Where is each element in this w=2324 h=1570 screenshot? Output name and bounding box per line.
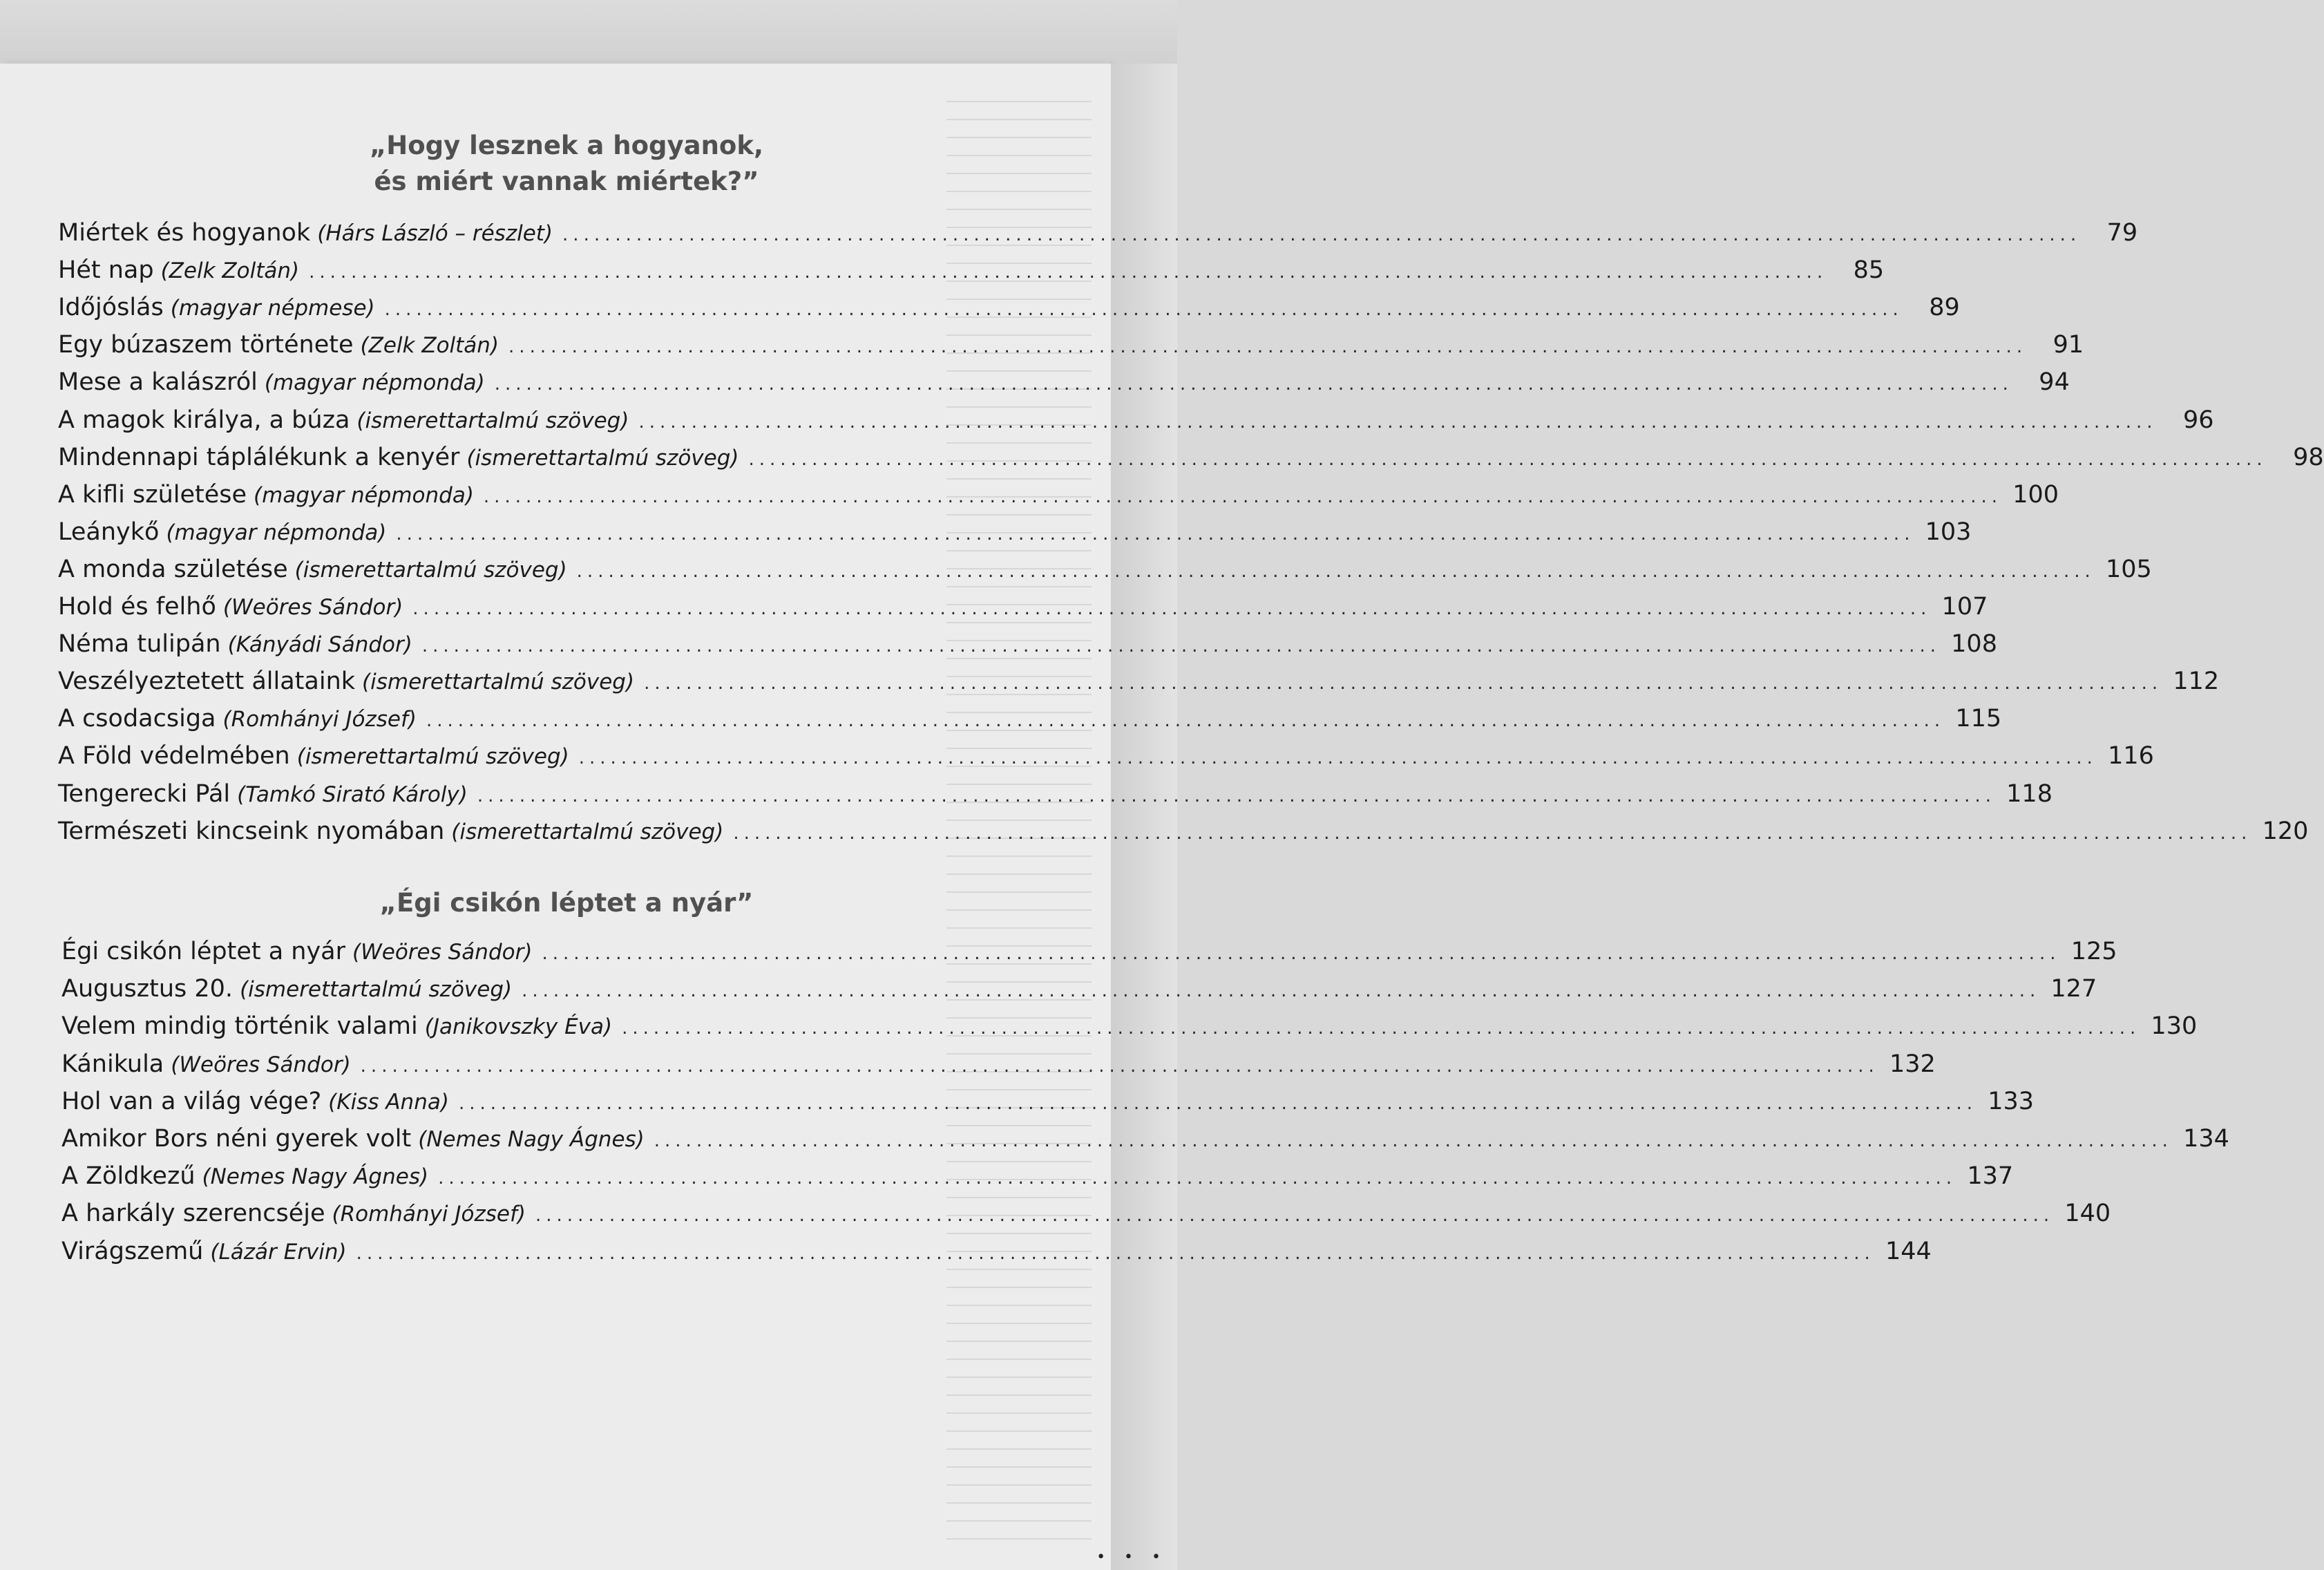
toc-entry-author: (magyar népmese) xyxy=(170,296,375,321)
toc-entry-author: (ismerettartalmú szöveg) xyxy=(466,445,739,471)
toc-entry-author: (Nemes Nagy Ágnes) xyxy=(418,1127,645,1152)
toc-leader-dots: ................................................................................................................................................ xyxy=(578,748,2097,769)
toc-entry-title: Virágszemű xyxy=(61,1237,204,1265)
toc-entry-author: (Janikovszky Éva) xyxy=(424,1014,613,1040)
toc-entry xyxy=(58,777,2052,811)
toc-entry xyxy=(61,1122,2229,1156)
toc-entry-author: (Tamkó Sirató Károly) xyxy=(237,782,468,807)
toc-entry xyxy=(58,216,2138,250)
toc-leader-dots: ................................................................................................................................................ xyxy=(522,981,2041,1002)
toc-entry-page-number: 144 xyxy=(1885,1237,1932,1265)
toc-leader-dots: ................................................................................................................................................ xyxy=(412,598,1932,619)
toc-entry-page-number: 130 xyxy=(2151,1012,2198,1041)
toc-entry xyxy=(58,739,2154,773)
toc-leader-dots: ................................................................................................................................................ xyxy=(644,673,2163,694)
toc-entry-page-number: 79 xyxy=(2106,219,2138,247)
toc-leader-dots: ................................................................................................................................................ xyxy=(309,262,1828,283)
toc-entry-author: (Hárs László – részlet) xyxy=(317,221,553,246)
toc-entry-title: A Föld védelmében xyxy=(58,742,290,770)
toc-entry-title: Velem mindig történik valami xyxy=(61,1012,418,1041)
toc-entry-author: (ismerettartalmú szöveg) xyxy=(294,557,567,583)
toc-entry xyxy=(61,934,2117,969)
toc-entry xyxy=(58,589,1988,624)
toc-entry xyxy=(61,1196,2111,1231)
toc-leader-dots: ................................................................................................................................................ xyxy=(748,448,2267,470)
toc-entry-author: (Lázár Ervin) xyxy=(210,1239,347,1265)
toc-entry-title: Veszélyeztetett állataink xyxy=(58,668,356,696)
toc-entry-page-number: 91 xyxy=(2052,331,2084,359)
toc-entry xyxy=(58,328,2084,362)
toc-entry-author: (Zelk Zoltán) xyxy=(360,333,499,359)
toc-leader-dots: ................................................................................................................................................ xyxy=(535,1205,2055,1227)
toc-entry-title: A magok királya, a búza xyxy=(58,406,350,434)
toc-leader-dots: ................................................................................................................................................ xyxy=(396,523,1915,545)
toc-entry xyxy=(61,1047,1936,1081)
corner-dots-decoration: • • • xyxy=(1096,1549,1168,1566)
toc-entry xyxy=(58,552,2152,587)
toc-entry xyxy=(58,701,2002,736)
toc-entry-author: (magyar népmonda) xyxy=(166,520,387,545)
toc-entry-page-number: 112 xyxy=(2173,668,2220,696)
toc-entry-title: Mindennapi táplálékunk a kenyér xyxy=(58,443,460,471)
toc-entry xyxy=(58,403,2214,437)
toc-entry-page-number: 127 xyxy=(2050,975,2097,1003)
toc-leader-dots: ................................................................................................................................................ xyxy=(562,225,2082,245)
toc-leader-dots: ................................................................................................................................................ xyxy=(508,337,2028,358)
toc-entry-page-number: 107 xyxy=(1941,593,1988,621)
toc-entry-page-number: 120 xyxy=(2262,817,2309,845)
toc-leader-dots: ................................................................................................................................................ xyxy=(384,299,1903,321)
toc-entry-title: Néma tulipán xyxy=(58,630,221,659)
toc-entry-page-number: 132 xyxy=(1889,1050,1936,1078)
toc-entry-title: Miértek és hogyanok xyxy=(58,219,311,247)
toc-entry-author: (magyar népmonda) xyxy=(254,482,474,508)
toc-entry-author: (ismerettartalmú szöveg) xyxy=(356,408,629,433)
toc-entry-author: (ismerettartalmú szöveg) xyxy=(296,744,569,770)
toc-leader-dots: ................................................................................................................................................ xyxy=(458,1093,1978,1114)
toc-entry-author: (Kányádi Sándor) xyxy=(227,632,412,658)
toc-entry-author: (Weöres Sándor) xyxy=(222,595,403,620)
toc-leader-dots: ................................................................................................................................................ xyxy=(360,1055,1879,1077)
toc-entry-page-number: 134 xyxy=(2183,1125,2229,1153)
toc-entry-page-number: 105 xyxy=(2105,555,2152,583)
toc-entry-page-number: 133 xyxy=(1988,1087,2035,1115)
toc-entry-author: (Nemes Nagy Ágnes) xyxy=(202,1164,429,1190)
toc-entry xyxy=(61,1009,2198,1043)
toc-entry-page-number: 89 xyxy=(1929,294,1960,322)
toc-entry-title: Egy búzaszem története xyxy=(58,331,354,359)
toc-entry xyxy=(61,1159,2014,1193)
toc-entry-page-number: 96 xyxy=(2183,406,2214,434)
toc-entry xyxy=(61,1084,2035,1119)
toc-entry-page-number: 94 xyxy=(2039,368,2070,397)
section-title-1-line-2: és miért vannak miértek?” xyxy=(374,167,759,196)
toc-entry-author: (ismerettartalmú szöveg) xyxy=(451,819,724,844)
toc-leader-dots: ................................................................................................................................................ xyxy=(421,636,1941,657)
toc-entry-title: A monda születése xyxy=(58,555,288,583)
toc-entry-page-number: 140 xyxy=(2064,1200,2111,1228)
toc-entry-page-number: 116 xyxy=(2108,742,2154,770)
toc-entry-title: Amikor Bors néni gyerek volt xyxy=(61,1125,412,1153)
toc-leader-dots: ................................................................................................................................................ xyxy=(494,374,2013,395)
toc-leader-dots: ................................................................................................................................................ xyxy=(638,411,2158,433)
toc-entry xyxy=(58,290,1960,325)
toc-entry-author: (Weöres Sándor) xyxy=(352,940,533,965)
toc-entry xyxy=(58,253,1885,287)
toc-entry-page-number: 85 xyxy=(1853,256,1885,285)
toc-entry-page-number: 98 xyxy=(2293,443,2324,471)
toc-entry-title: Mese a kalászról xyxy=(58,368,258,397)
toc-entry xyxy=(61,1234,1932,1269)
toc-entry-page-number: 103 xyxy=(1925,518,1972,546)
toc-entry-title: A csodacsiga xyxy=(58,705,216,733)
toc-entry-title: Hét nap xyxy=(58,256,154,285)
section-title-1-line-1: „Hogy lesznek a hogyanok, xyxy=(369,131,764,160)
toc-entry-title: Időjóslás xyxy=(58,294,164,322)
toc-leader-dots: ................................................................................................................................................ xyxy=(542,943,2061,964)
toc-entry-title: Hol van a világ vége? xyxy=(61,1087,322,1115)
section-title-2: „Égi csikón léptet a nyár” xyxy=(379,888,754,918)
toc-entry-page-number: 125 xyxy=(2070,938,2117,965)
toc-entry-page-number: 137 xyxy=(1967,1162,2014,1191)
toc-entry xyxy=(58,664,2220,699)
toc-entry xyxy=(58,515,1972,549)
toc-leader-dots: ................................................................................................................................................ xyxy=(733,822,2252,844)
toc-entry-author: (Zelk Zoltán) xyxy=(160,258,300,284)
toc-entry-page-number: 115 xyxy=(1955,705,2002,733)
toc-leader-dots: ................................................................................................................................................ xyxy=(438,1168,1957,1189)
toc-entry-title: Természeti kincseink nyomában xyxy=(58,817,445,845)
toc-entry-title: Égi csikón léptet a nyár xyxy=(61,938,346,965)
toc-leader-dots: ................................................................................................................................................ xyxy=(483,486,2003,507)
toc-entry xyxy=(58,365,2070,399)
toc-entry xyxy=(58,477,2059,512)
toc-leader-dots: ................................................................................................................................................ xyxy=(356,1242,1875,1264)
toc-entry-author: (magyar népmonda) xyxy=(264,370,485,396)
toc-entry-title: Leánykő xyxy=(58,518,160,546)
toc-entry xyxy=(58,440,2324,475)
toc-leader-dots: ................................................................................................................................................ xyxy=(477,785,1996,806)
toc-entry xyxy=(58,814,2309,849)
toc-entry-title: A harkály szerencséje xyxy=(61,1200,325,1228)
toc-entry-page-number: 118 xyxy=(2006,779,2052,808)
toc-entry-author: (ismerettartalmú szöveg) xyxy=(240,977,513,1003)
toc-entry-title: A kifli születése xyxy=(58,480,247,509)
toc-leader-dots: ................................................................................................................................................ xyxy=(576,560,2095,582)
background-top xyxy=(0,0,1177,66)
toc-entry-author: (Weöres Sándor) xyxy=(171,1052,351,1077)
toc-entry-author: (Kiss Anna) xyxy=(328,1089,449,1115)
toc-entry-author: (Romhányi József) xyxy=(222,707,417,732)
toc-entry-title: Hold és felhő xyxy=(58,593,216,621)
toc-leader-dots: ................................................................................................................................................ xyxy=(622,1018,2141,1039)
toc-entry-author: (Romhányi József) xyxy=(332,1202,526,1227)
toc-entry-title: Tengerecki Pál xyxy=(58,779,231,808)
toc-entry-title: Augusztus 20. xyxy=(61,975,234,1003)
toc-entry-title: A Zöldkezű xyxy=(61,1162,196,1191)
toc-entry xyxy=(61,972,2097,1006)
toc-entry-page-number: 108 xyxy=(1951,630,1997,659)
toc-leader-dots: ................................................................................................................................................ xyxy=(654,1131,2173,1151)
toc-entry-page-number: 100 xyxy=(2012,480,2059,509)
toc-entry-author: (ismerettartalmú szöveg) xyxy=(362,670,635,695)
toc-leader-dots: ................................................................................................................................................ xyxy=(426,710,1945,732)
toc-entry xyxy=(58,627,1997,661)
toc-entry-title: Kánikula xyxy=(61,1050,164,1078)
